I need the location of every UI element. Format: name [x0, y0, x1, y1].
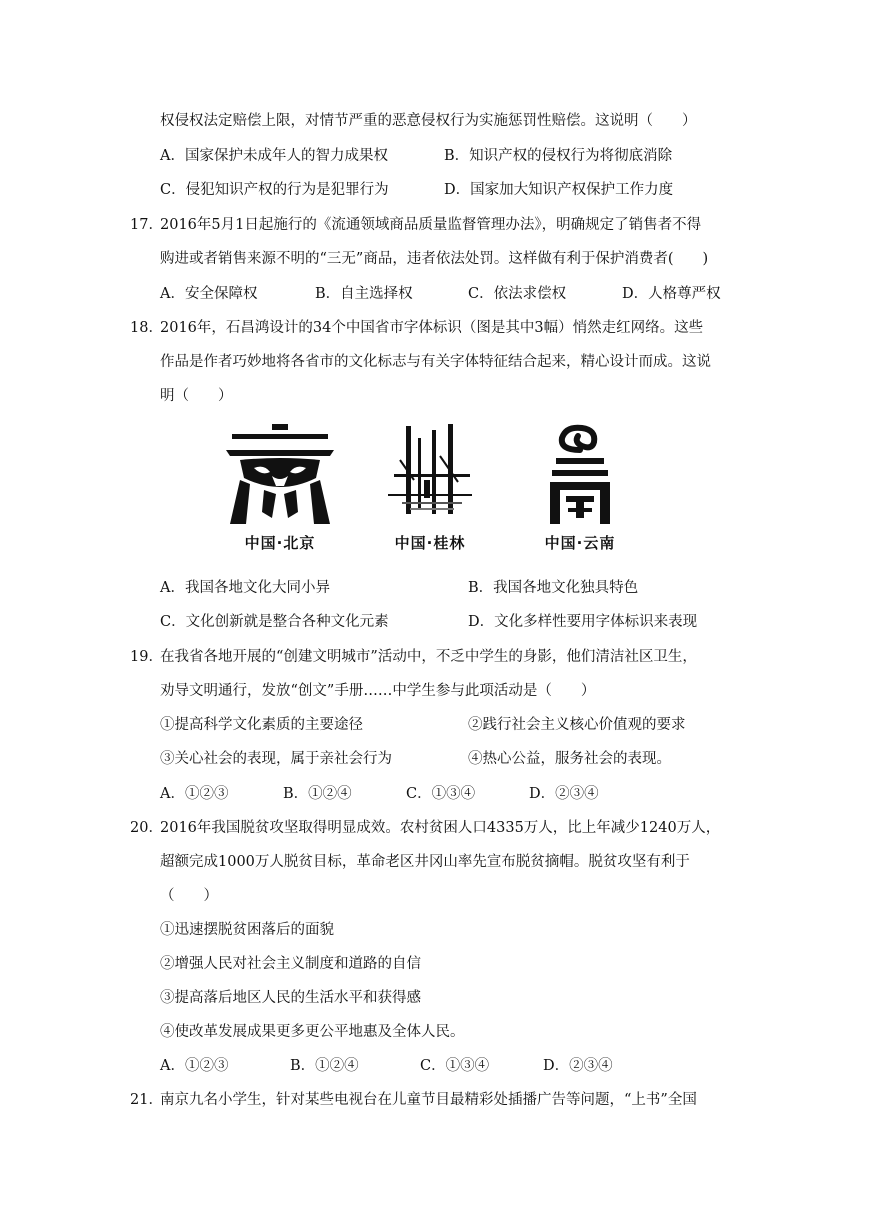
- q19-option-d: D．②③④: [529, 786, 599, 802]
- q17-option-a: A．安全保障权: [160, 286, 258, 302]
- q19-option-b: B．①②④: [283, 786, 352, 802]
- q20-option-c: C．①③④: [420, 1058, 490, 1074]
- yunnan-logo-caption: 中国·云南: [544, 534, 616, 552]
- q16-stem: 权侵权法定赔偿上限，对情节严重的恶意侵权行为实施惩罚性赔偿。这说明（ ）: [160, 113, 697, 129]
- q21-number: 21．: [130, 1092, 163, 1108]
- q20-option-d: D．②③④: [543, 1058, 613, 1074]
- q20-option-b: B．①②④: [290, 1058, 359, 1074]
- q18-stem-line3: 明（ ）: [160, 388, 233, 404]
- q18-option-a: A．我国各地文化大同小异: [160, 580, 330, 596]
- q20-stem-line2: 超额完成1000万人脱贫目标，革命老区井冈山率先宣布脱贫摘帽。脱贫攻坚有利于: [160, 854, 690, 870]
- q18-stem-line2: 作品是作者巧妙地将各省市的文化标志与有关字体特征结合起来，精心设计而成。这说: [160, 354, 711, 370]
- q19-statement-3: ③关心社会的表现，属于亲社会行为: [160, 751, 392, 767]
- q20-option-a: A．①②③: [160, 1058, 229, 1074]
- q19-stem-line2: 劝导文明通行，发放“创文”手册……中学生参与此项活动是（ ）: [160, 683, 596, 699]
- q17-option-c: C．依法求偿权: [468, 286, 567, 302]
- guilin-logo-graphic: [370, 420, 490, 530]
- q18-option-d: D．文化多样性要用字体标识来表现: [468, 614, 698, 630]
- q16-option-a: A．国家保护未成年人的智力成果权: [160, 148, 388, 164]
- q20-number: 20．: [130, 820, 163, 836]
- q18-option-c: C．文化创新就是整合各种文化元素: [160, 614, 389, 630]
- q17-stem-line2: 购进或者销售来源不明的“三无”商品，违者依法处罚。这样做有利于保护消费者( ): [160, 251, 709, 267]
- q19-statement-1: ①提高科学文化素质的主要途径: [160, 717, 363, 733]
- guilin-logo-caption: 中国·桂林: [394, 534, 466, 552]
- city-logo-figure: [220, 420, 640, 560]
- q18-stem-line1: 2016年，石昌鸿设计的34个中国省市字体标识（图是其中3幅）悄然走红网络。这些: [160, 320, 704, 336]
- guilin-logo: [370, 420, 490, 560]
- q16-option-b: B．知识产权的侵权行为将彻底消除: [444, 148, 673, 164]
- beijing-logo: [220, 420, 340, 560]
- q19-option-a: A．①②③: [160, 786, 229, 802]
- q19-statement-2: ②践行社会主义核心价值观的要求: [468, 717, 686, 733]
- q18-option-b: B．我国各地文化独具特色: [468, 580, 639, 596]
- q19-option-c: C．①③④: [406, 786, 476, 802]
- q19-statement-4: ④热心公益，服务社会的表现。: [468, 751, 671, 767]
- q20-statement-1: ①迅速摆脱贫困落后的面貌: [160, 922, 334, 938]
- yunnan-logo: [520, 420, 640, 560]
- q17-stem-line1: 2016年5月1日起施行的《流通领域商品质量监督管理办法》，明确规定了销售者不得: [160, 217, 702, 233]
- beijing-logo-graphic: [220, 420, 340, 530]
- q19-number: 19．: [130, 649, 163, 665]
- q20-statement-4: ④使改革发展成果更多更公平地惠及全体人民。: [160, 1024, 465, 1040]
- q17-number: 17．: [130, 217, 163, 233]
- q17-option-d: D．人格尊严权: [622, 286, 721, 302]
- q16-option-c: C．侵犯知识产权的行为是犯罪行为: [160, 182, 389, 198]
- q19-stem-line1: 在我省各地开展的“创建文明城市”活动中，不乏中学生的身影，他们清洁社区卫生，: [160, 649, 697, 665]
- q16-option-d: D．国家加大知识产权保护工作力度: [444, 182, 674, 198]
- q17-option-b: B．自主选择权: [315, 286, 413, 302]
- yunnan-logo-graphic: [520, 420, 640, 530]
- q20-stem-line1: 2016年我国脱贫攻坚取得明显成效。农村贫困人口4335万人，比上年减少1240万人，: [160, 820, 721, 836]
- beijing-logo-caption: 中国·北京: [244, 534, 316, 552]
- q20-stem-line3: （ ）: [160, 888, 218, 904]
- q20-statement-3: ③提高落后地区人民的生活水平和获得感: [160, 990, 421, 1006]
- q18-number: 18．: [130, 320, 163, 336]
- q20-statement-2: ②增强人民对社会主义制度和道路的自信: [160, 956, 421, 972]
- q21-stem-line1: 南京九名小学生，针对某些电视台在儿童节目最精彩处插播广告等问题，“上书”全国: [160, 1092, 697, 1108]
